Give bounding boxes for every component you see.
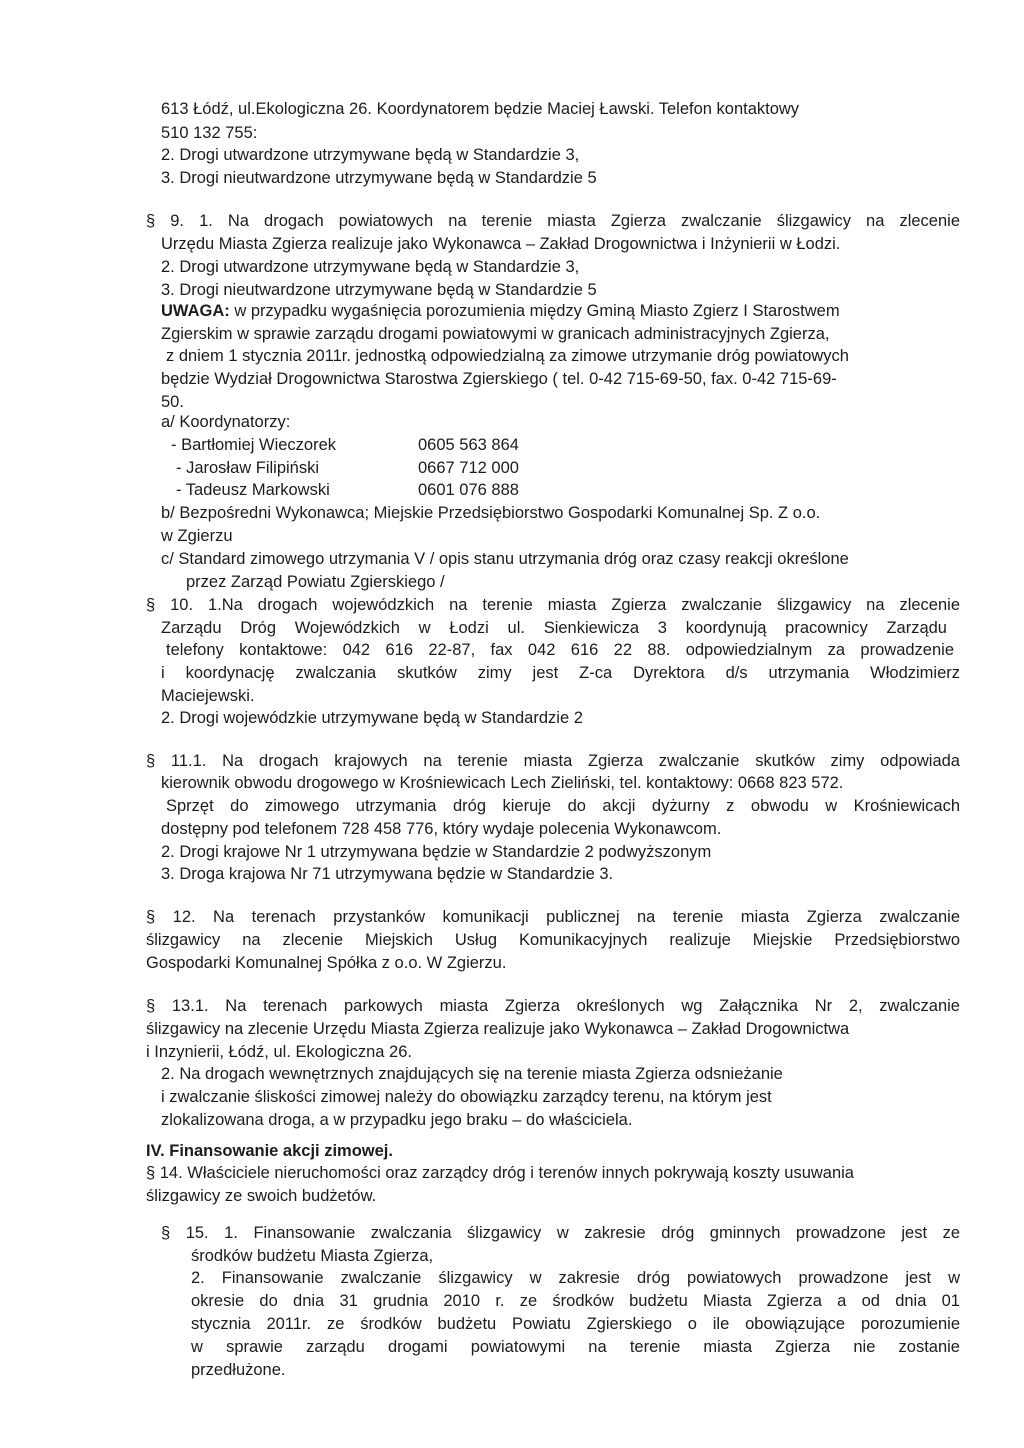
paragraph-11-line: dostępny pod telefonem 728 458 776, który wydaje polecenia Wykonawcom. <box>161 820 722 838</box>
paragraph-10-line: Maciejewski. <box>161 687 255 705</box>
paragraph-12-line: ślizgawicy na zlecenie Miejskich Usług Komunikacyjnych realizuje Miejskie Przedsiębiorstwo <box>146 931 960 949</box>
paragraph-15-line: w sprawie zarządu drogami powiatowymi na terenie miasta Zgierza nie zostanie <box>191 1338 960 1356</box>
text-line: 3. Drogi nieutwardzone utrzymywane będą w Standardzie 5 <box>161 169 597 187</box>
paragraph-14-line: ślizgawicy ze swoich budżetów. <box>146 1187 377 1205</box>
coordinator-phone: 0601 076 888 <box>418 481 519 499</box>
paragraph-15-line: środków budżetu Miasta Zgierza, <box>191 1247 434 1265</box>
paragraph-15-line: stycznia 2011r. ze środków budżetu Powiatu Zgierskiego o ile obowiązujące porozumienie <box>191 1315 960 1333</box>
executor-line: b/ Bezpośredni Wykonawca; Miejskie Przedsiębiorstwo Gospodarki Komunalnej Sp. Z o.o. <box>161 504 821 522</box>
paragraph-9-line: 3. Drogi nieutwardzone utrzymywane będą w Standardzie 5 <box>161 281 597 299</box>
coordinator-phone: 0605 563 864 <box>418 436 519 454</box>
paragraph-11-line: kierownik obwodu drogowego w Krośniewicach Lech Zieliński, tel. kontaktowy: 0668 823 572. <box>161 774 844 792</box>
uwaga-line: z dniem 1 stycznia 2011r. jednostką odpowiedzialną za zimowe utrzymanie dróg powiatowych <box>166 347 849 365</box>
paragraph-11-line: § 11.1. Na drogach krajowych na terenie miasta Zgierza zwalczanie skutków zimy odpowiada <box>146 752 960 770</box>
paragraph-13-line: i zwalczanie śliskości zimowej należy do obowiązku zarządcy terenu, na którym jest <box>161 1088 772 1106</box>
text-line: 510 132 755: <box>161 124 258 142</box>
paragraph-13-line: 2. Na drogach wewnętrznych znajdujących się na terenie miasta Zgierza odsnieżanie <box>161 1065 783 1083</box>
paragraph-11-line: Sprzęt do zimowego utrzymania dróg kieruje do akcji dyżurny z obwodu w Krośniewicach <box>166 797 960 815</box>
paragraph-13-line: ślizgawicy na zlecenie Urzędu Miasta Zgierza realizuje jako Wykonawca – Zakład Drogownictwa <box>146 1020 850 1038</box>
section-heading: IV. Finansowanie akcji zimowej. <box>146 1142 393 1160</box>
paragraph-10-line: telefony kontaktowe: 042 616 22-87, fax 042 616 22 88. odpowiedzialnym za prowadzenie <box>166 641 954 659</box>
paragraph-14-line: § 14. Właściciele nieruchomości oraz zarządcy dróg i terenów innych pokrywają koszty usuwania <box>146 1164 854 1182</box>
executor-line: w Zgierzu <box>161 527 233 545</box>
paragraph-13-line: i Inzynierii, Łódź, ul. Ekologiczna 26. <box>146 1043 412 1061</box>
uwaga-line: 50. <box>161 393 184 411</box>
text-line: 613 Łódź, ul.Ekologiczna 26. Koordynatorem będzie Maciej Ławski. Telefon kontaktowy <box>161 100 800 118</box>
uwaga-line: Zgierskim w sprawie zarządu drogami powiatowymi w granicach administracyjnych Zgierza, <box>161 325 830 343</box>
paragraph-11-line: 2. Drogi krajowe Nr 1 utrzymywana będzie w Standardzie 2 podwyższonym <box>161 843 712 861</box>
paragraph-15-line: § 15. 1. Finansowanie zwalczania ślizgawicy w zakresie dróg gminnych prowadzone jest ze <box>161 1224 960 1242</box>
uwaga-line <box>161 302 840 321</box>
paragraph-15-line: przedłużone. <box>191 1361 286 1379</box>
paragraph-12-line: Gospodarki Komunalnej Spółka z o.o. W Zgierzu. <box>146 954 507 972</box>
coordinator-name: - Tadeusz Markowski <box>176 481 330 499</box>
paragraph-10-line: Zarządu Dróg Wojewódzkich w Łodzi ul. Sienkiewicza 3 koordynują pracownicy Zarządu <box>161 619 947 637</box>
paragraph-9-line: 2. Drogi utwardzone utrzymywane będą w Standardzie 3, <box>161 258 580 276</box>
coordinators-header: a/ Koordynatorzy: <box>161 413 291 431</box>
uwaga-text: w przypadku wygaśnięcia porozumienia między Gminą Miasto Zgierz I Starostwem <box>234 302 840 320</box>
paragraph-10-line: 2. Drogi wojewódzkie utrzymywane będą w Standardzie 2 <box>161 709 583 727</box>
paragraph-10-line: i koordynację zwalczania skutków zimy jest Z-ca Dyrektora d/s utrzymania Włodzimierz <box>161 664 960 682</box>
coordinator-name: - Bartłomiej Wieczorek <box>171 436 337 454</box>
paragraph-15-line: 2. Finansowanie zwalczanie ślizgawicy w zakresie dróg powiatowych prowadzone jest w <box>191 1269 960 1287</box>
paragraph-9-line: § 9. 1. Na drogach powiatowych na terenie miasta Zgierza zwalczanie ślizgawicy na zlecenie <box>146 212 960 230</box>
paragraph-9-line: Urzędu Miasta Zgierza realizuje jako Wykonawca – Zakład Drogownictwa i Inżynierii w Łodzi. <box>161 235 841 253</box>
paragraph-13-line: zlokalizowana droga, a w przypadku jego braku – do właściciela. <box>161 1111 633 1129</box>
coordinator-name: - Jarosław Filipiński <box>176 459 320 477</box>
paragraph-10-line: § 10. 1.Na drogach wojewódzkich na terenie miasta Zgierza zwalczanie ślizgawicy na zlecenie <box>146 596 960 614</box>
standard-line: przez Zarząd Powiatu Zgierskiego / <box>186 573 445 591</box>
standard-line: c/ Standard zimowego utrzymania V / opis stanu utrzymania dróg oraz czasy reakcji określone <box>161 550 849 568</box>
paragraph-15-line: okresie do dnia 31 grudnia 2010 r. ze środków budżetu Miasta Zgierza a od dnia 01 <box>191 1292 960 1310</box>
coordinator-phone: 0667 712 000 <box>418 459 519 477</box>
text-line: 2. Drogi utwardzone utrzymywane będą w Standardzie 3, <box>161 146 580 164</box>
paragraph-12-line: § 12. Na terenach przystanków komunikacji publicznej na terenie miasta Zgierza zwalczanie <box>146 908 960 926</box>
uwaga-line: będzie Wydział Drogownictwa Starostwa Zgierskiego ( tel. 0-42 715-69-50, fax. 0-42 715-69- <box>161 370 837 388</box>
paragraph-11-line: 3. Droga krajowa Nr 71 utrzymywana będzie w Standardzie 3. <box>161 865 614 883</box>
uwaga-label: UWAGA: <box>161 302 230 320</box>
paragraph-13-line: § 13.1. Na terenach parkowych miasta Zgierza określonych wg Załącznika Nr 2, zwalczanie <box>146 997 960 1015</box>
